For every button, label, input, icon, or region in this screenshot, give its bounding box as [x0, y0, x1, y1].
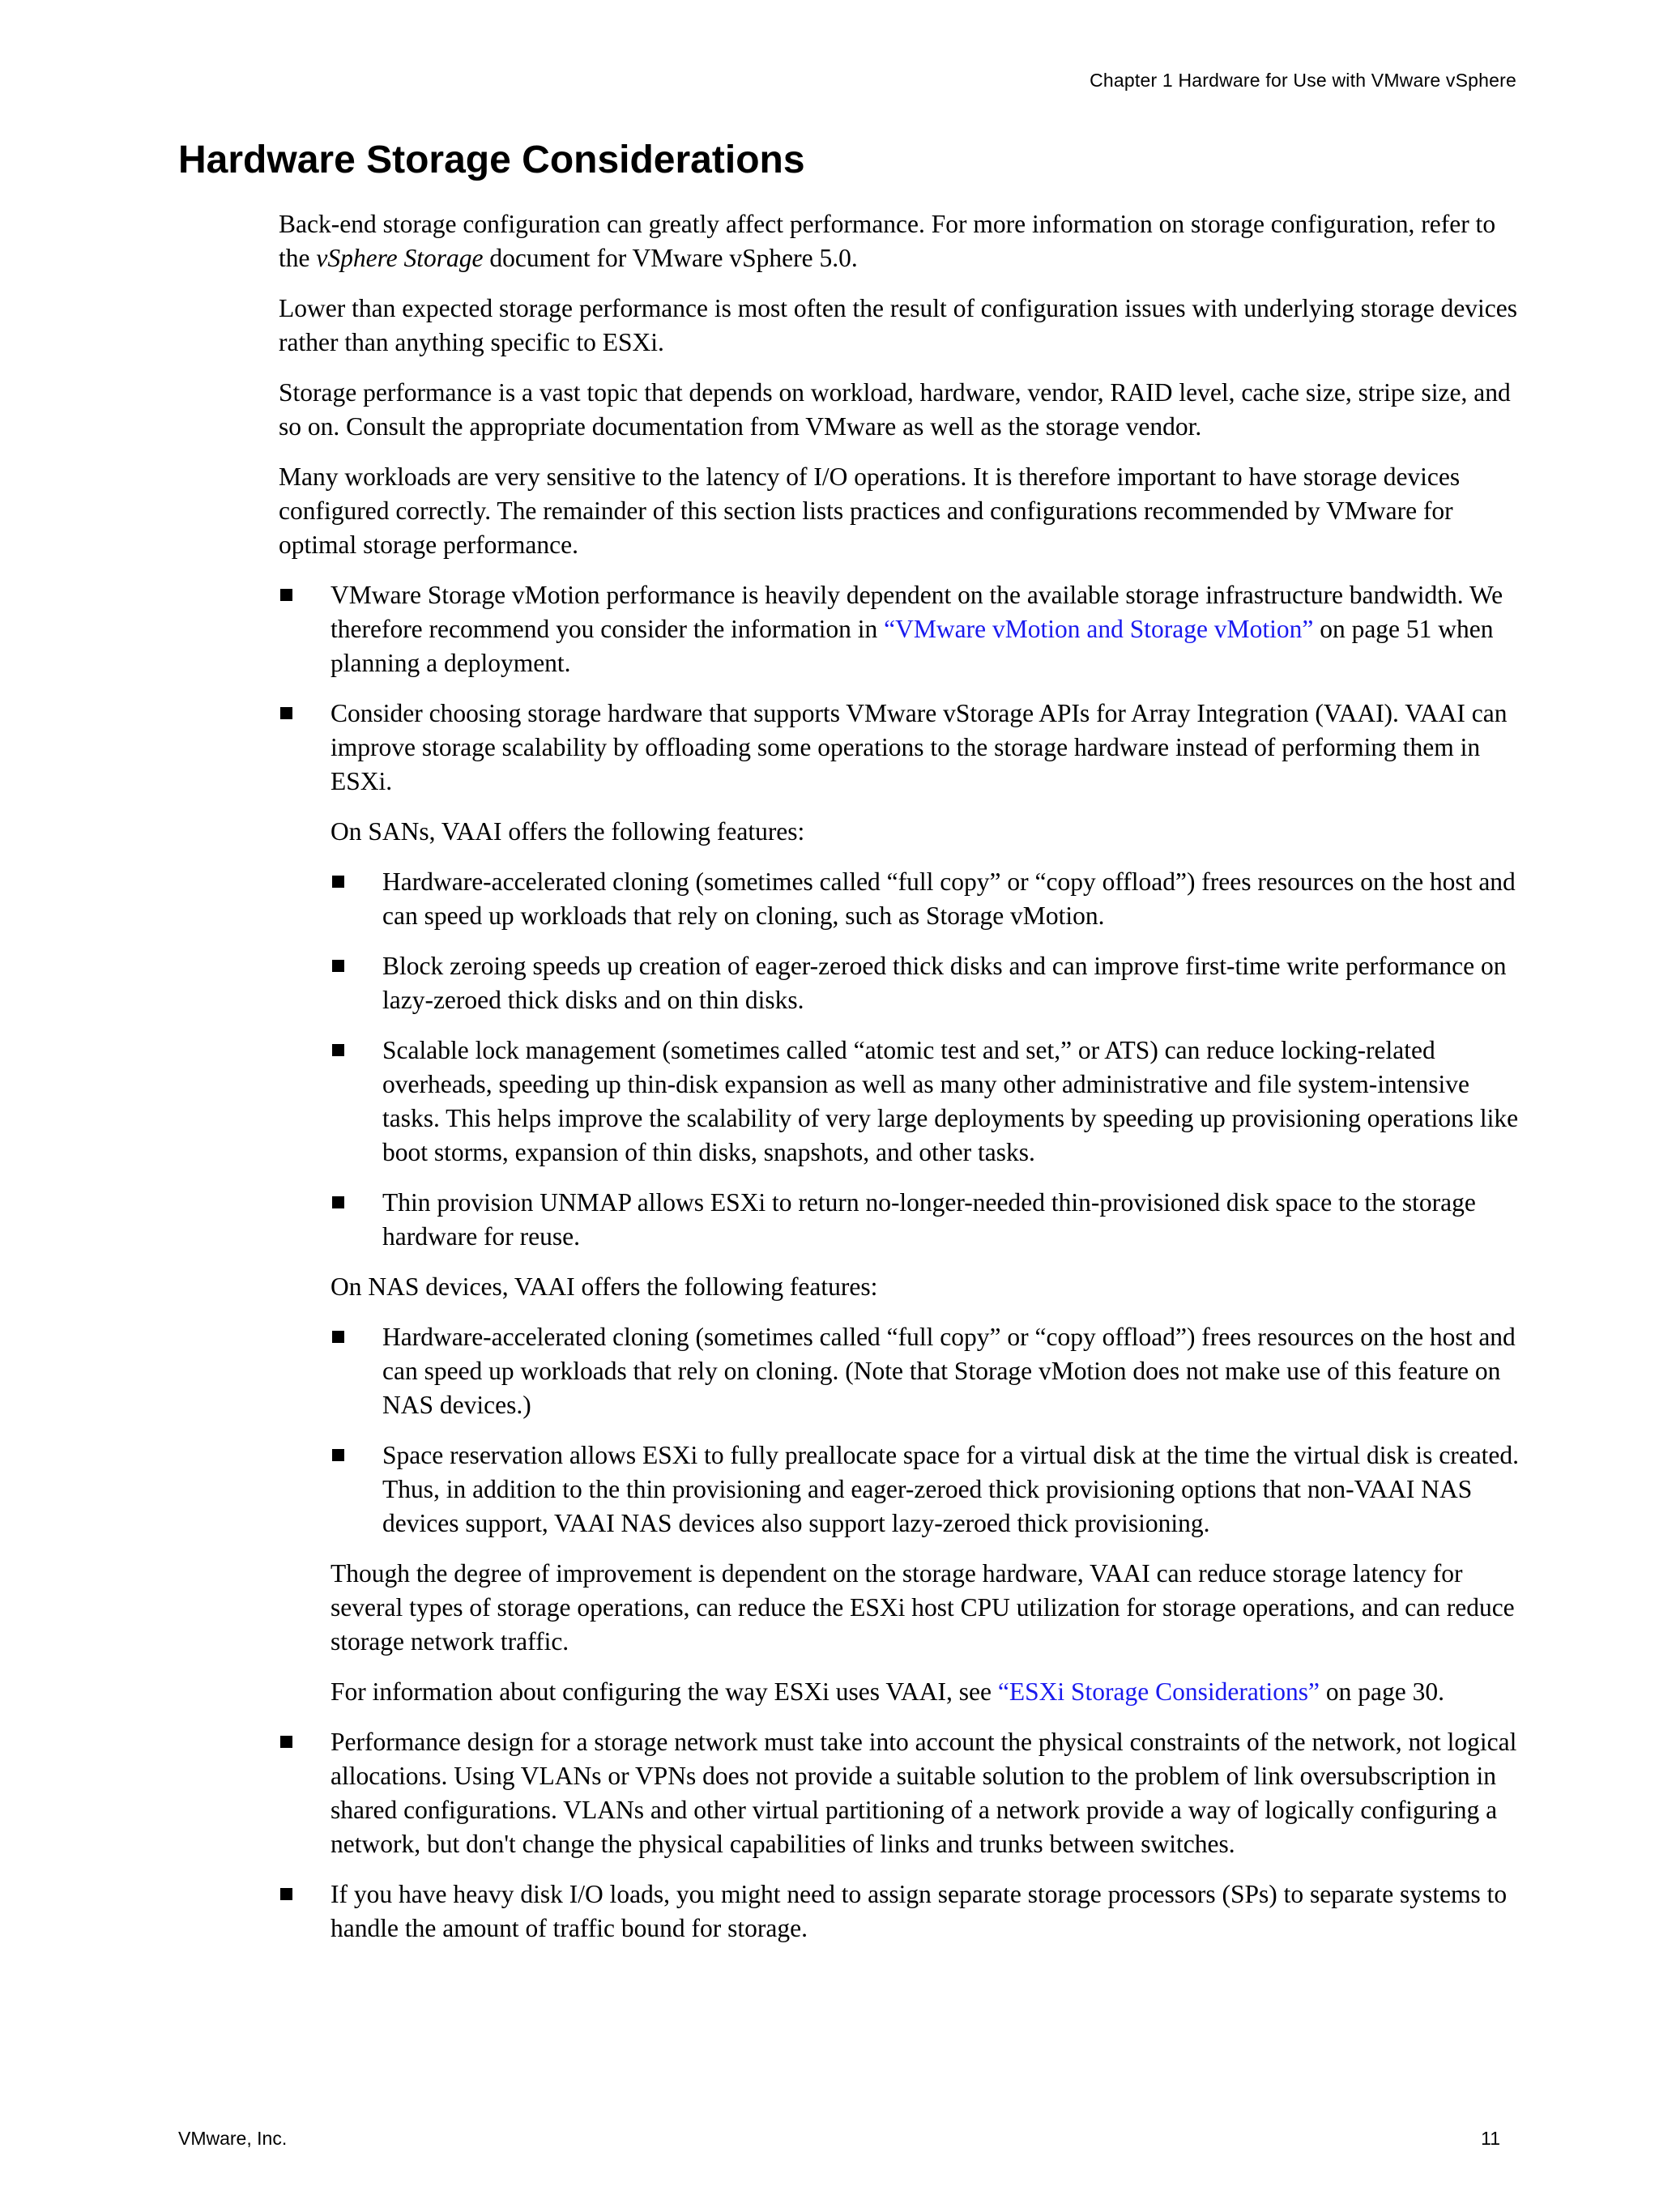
list-item: If you have heavy disk I/O loads, you might need to assign separate storage processors (SPs) to separate systems to handle the amount of traffic bound for storage.	[279, 1877, 1526, 1946]
square-bullet-icon	[332, 960, 344, 972]
vmotion-link[interactable]: “VMware vMotion and Storage vMotion”	[884, 615, 1314, 643]
recommendation-list	[279, 578, 1526, 1946]
page-number: 11	[1481, 2128, 1500, 2149]
main-content	[279, 207, 1526, 1962]
san-features-list	[331, 865, 1526, 1254]
nas-features-intro: On NAS devices, VAAI offers the following features:	[331, 1272, 878, 1301]
footer-company: VMware, Inc.	[178, 2128, 288, 2149]
list-item	[279, 697, 1526, 1709]
nas-features-list	[331, 1320, 1526, 1541]
square-bullet-icon	[332, 1196, 344, 1208]
list-item: Performance design for a storage network must take into account the physical constraints of the network, not logical allocations. Using VLANs or VPNs does not provide a suitable solution to the problem of link oversubscription in shared configurations. VLANs and other virtual partitioning of a network provide a way of logically configuring a network, but don't change the physical capabilities of links and trunks between switches.	[279, 1725, 1526, 1861]
square-bullet-icon	[280, 1888, 292, 1900]
list-item: Block zeroing speeds up creation of eager-zeroed thick disks and can improve first-time write performance on lazy-zeroed thick disks and on thin disks.	[331, 949, 1526, 1017]
square-bullet-icon	[332, 876, 344, 888]
list-item: Scalable lock management (sometimes called “atomic test and set,” or ATS) can reduce locking-related overheads, speeding up thin-disk expansion as well as many other administrative and file system-intensive tasks. This helps improve the scalability of very large deployments by speeding up provisioning operations like boot storms, expansion of thin disks, snapshots, and other tasks.	[331, 1034, 1526, 1170]
san-features-intro: On SANs, VAAI offers the following features:	[331, 817, 805, 846]
square-bullet-icon	[280, 707, 292, 719]
square-bullet-icon	[280, 589, 292, 601]
intro-paragraph-4: Many workloads are very sensitive to the latency of I/O operations. It is therefore important to have storage devices configured correctly. The remainder of this section lists practices and configurations recommended by VMware for optimal storage performance.	[279, 462, 1461, 559]
page-title: Hardware Storage Considerations	[178, 139, 805, 181]
running-header: Chapter 1 Hardware for Use with VMware vSphere	[1090, 70, 1516, 91]
vaai-info-paragraph: For information about configuring the way ESXi uses VAAI, see “ESXi Storage Considerations” on page 30.	[331, 1677, 1445, 1706]
intro-paragraph-2: Lower than expected storage performance is most often the result of configuration issues with underlying storage devices rather than anything specific to ESXi.	[279, 294, 1518, 356]
square-bullet-icon	[332, 1449, 344, 1461]
list-item: VMware Storage vMotion performance is heavily dependent on the available storage infrastructure bandwidth. We therefore recommend you consider the information in “VMware vMotion and Storage vMotion” on page 51 when planning a deployment.	[279, 578, 1526, 680]
vsphere-storage-doc-title: vSphere Storage	[316, 244, 484, 272]
list-item: Thin provision UNMAP allows ESXi to return no-longer-needed thin-provisioned disk space to the storage hardware for reuse.	[331, 1186, 1526, 1254]
intro-paragraph-1: Back-end storage configuration can greatly affect performance. For more information on storage configuration, refer to the vSphere Storage document for VMware vSphere 5.0.	[279, 210, 1496, 272]
esxi-storage-link[interactable]: “ESXi Storage Considerations”	[997, 1677, 1320, 1706]
list-item: Hardware-accelerated cloning (sometimes called “full copy” or “copy offload”) frees resources on the host and can speed up workloads that rely on cloning. (Note that Storage vMotion does not make use of this feature on NAS devices.)	[331, 1320, 1526, 1422]
vaai-improvement-paragraph: Though the degree of improvement is dependent on the storage hardware, VAAI can reduce storage latency for several types of storage operations, can reduce the ESXi host CPU utilization for storage operations, and can reduce storage network traffic.	[331, 1559, 1515, 1656]
list-item: Hardware-accelerated cloning (sometimes called “full copy” or “copy offload”) frees resources on the host and can speed up workloads that rely on cloning, such as Storage vMotion.	[331, 865, 1526, 933]
square-bullet-icon	[332, 1331, 344, 1343]
intro-paragraph-3: Storage performance is a vast topic that depends on workload, hardware, vendor, RAID level, cache size, stripe size, and so on. Consult the appropriate documentation from VMware as well as the storage vendor.	[279, 378, 1511, 441]
square-bullet-icon	[280, 1736, 292, 1748]
vaai-intro: Consider choosing storage hardware that supports VMware vStorage APIs for Array Integration (VAAI). VAAI can improve storage scalability by offloading some operations to the storage hardware instead of performing them in ESXi.	[331, 699, 1508, 795]
square-bullet-icon	[332, 1044, 344, 1056]
list-item: Space reservation allows ESXi to fully preallocate space for a virtual disk at the time the virtual disk is created. Thus, in addition to the thin provisioning and eager-zeroed thick provisioning options that non-VAAI NAS devices support, VAAI NAS devices also support lazy-zeroed thick provisioning.	[331, 1438, 1526, 1541]
